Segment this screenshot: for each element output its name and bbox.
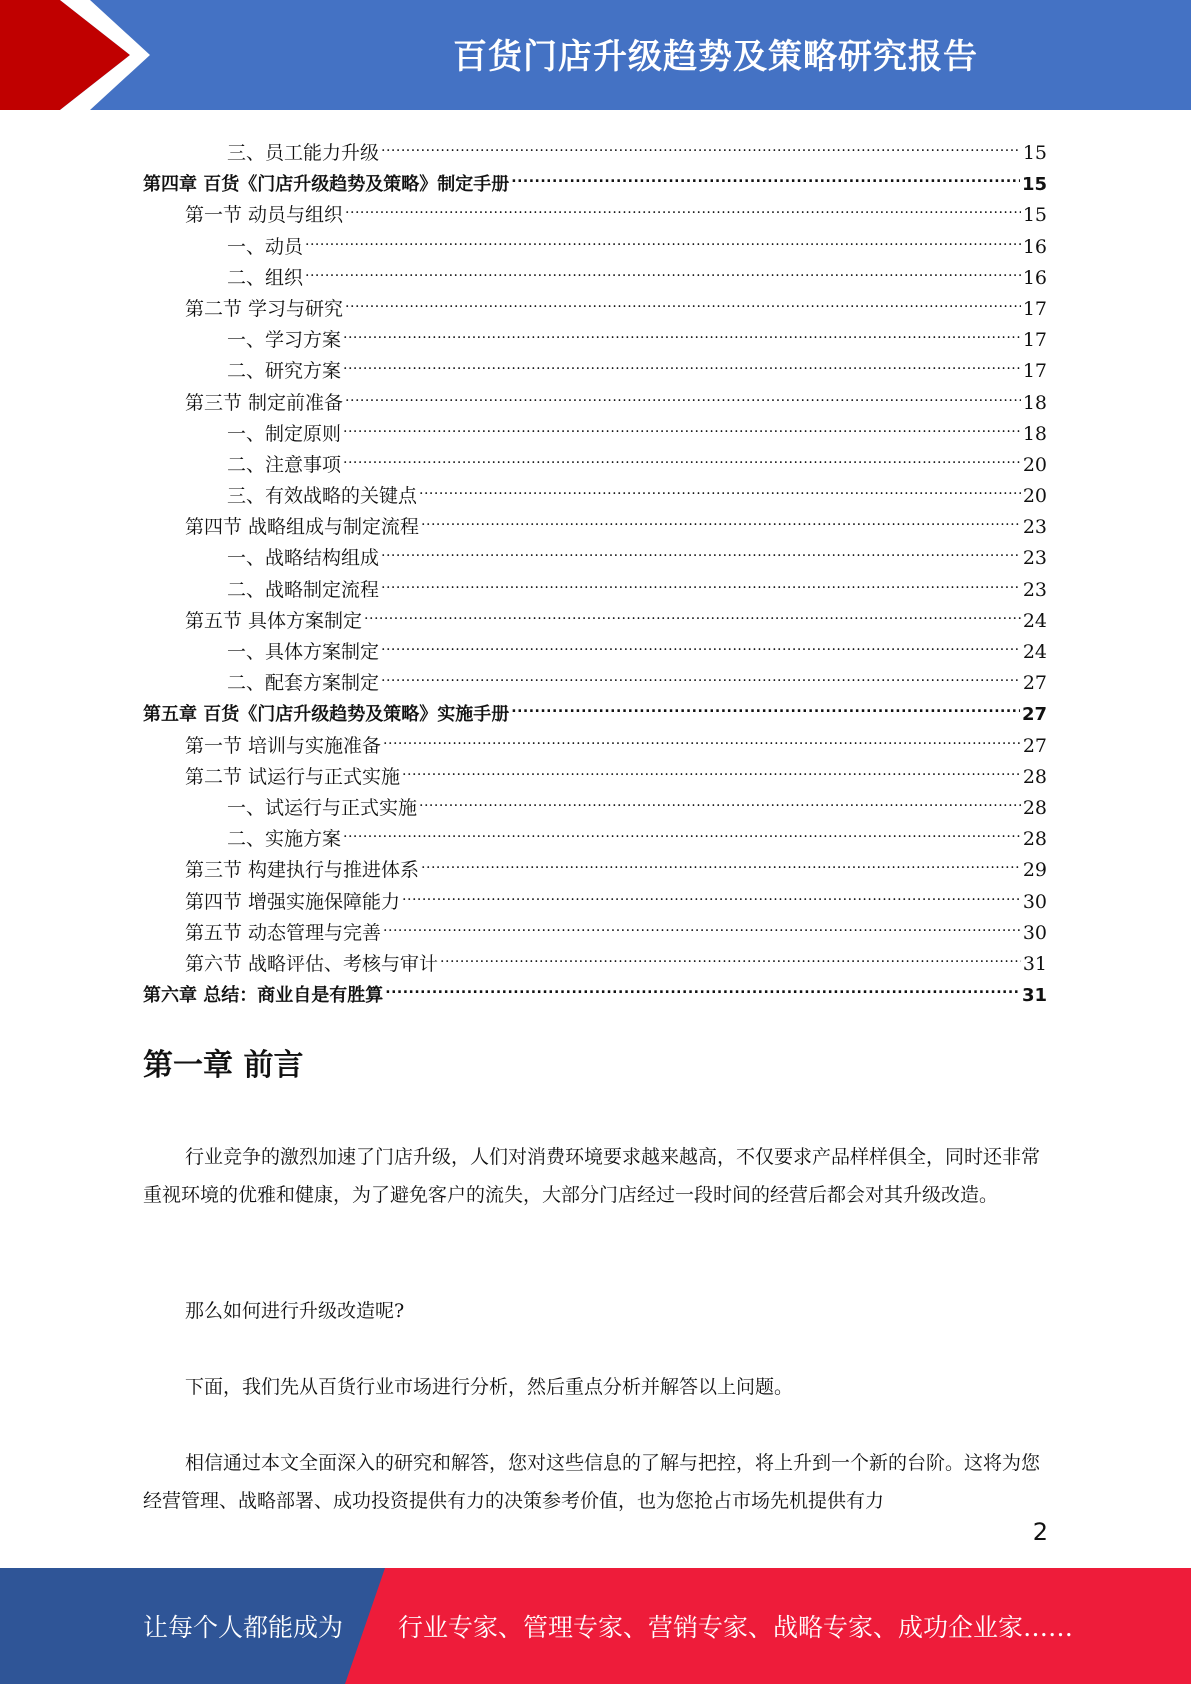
toc-entry-page: 20 <box>1022 485 1047 508</box>
toc-entry-page: 23 <box>1022 516 1047 539</box>
toc-entry-page: 31 <box>1021 985 1047 1007</box>
toc-entry-title: 二、注意事项 <box>227 453 342 476</box>
page-number: 2 <box>1032 1518 1048 1546</box>
toc-entry-title: 二、组织 <box>227 266 304 289</box>
chapter-heading: 第一章 前言 <box>143 1048 304 1083</box>
toc-entry-title: 一、动员 <box>227 235 304 258</box>
toc-leader-dots <box>345 190 1021 221</box>
toc-leader-dots <box>343 346 1021 377</box>
toc-leader-dots <box>343 814 1021 845</box>
report-title: 百货门店升级趋势及策略研究报告 <box>453 36 978 77</box>
paragraph-2 <box>143 1292 1047 1330</box>
toc-entry-page: 27 <box>1022 672 1047 695</box>
toc-entry-page: 15 <box>1022 142 1047 164</box>
toc-leader-dots <box>421 502 1021 533</box>
toc-entry-page: 27 <box>1021 704 1047 726</box>
toc-entry-title: 三、员工能力升级 <box>227 142 380 164</box>
toc-leader-dots <box>381 658 1021 689</box>
toc-entry-title: 第五节 具体方案制定 <box>185 609 363 632</box>
table-of-contents <box>143 128 1047 1007</box>
toc-leader-dots <box>385 970 1020 1001</box>
toc-entry-title: 第五章 百货《门店升级趋势及策略》实施手册 <box>143 704 510 726</box>
toc-entry-page: 24 <box>1022 609 1047 632</box>
toc-entry-page: 29 <box>1022 859 1047 882</box>
paragraph-4 <box>143 1444 1047 1520</box>
toc-entry-title: 第一节 动员与组织 <box>185 204 344 227</box>
toc-leader-dots <box>343 315 1021 346</box>
toc-entry-title: 第三节 制定前准备 <box>185 391 344 414</box>
toc-leader-dots <box>305 253 1021 284</box>
toc-leader-dots <box>364 596 1021 627</box>
toc-leader-dots <box>511 159 1020 190</box>
toc-entry-page: 20 <box>1022 453 1047 476</box>
toc-entry-title: 二、配套方案制定 <box>227 672 380 695</box>
toc-entry-page: 28 <box>1022 765 1047 788</box>
toc-entry-title: 第五节 动态管理与完善 <box>185 921 382 944</box>
toc-entry-page: 27 <box>1022 734 1047 757</box>
toc-entry-page: 23 <box>1022 578 1047 601</box>
toc-leader-dots <box>383 721 1021 752</box>
toc-leader-dots <box>402 877 1021 908</box>
toc-leader-dots <box>511 689 1020 720</box>
toc-leader-dots <box>343 409 1021 440</box>
toc-entry-title: 第一节 培训与实施准备 <box>185 734 382 757</box>
toc-leader-dots <box>440 939 1021 970</box>
toc-entry-title: 一、试运行与正式实施 <box>227 796 418 819</box>
toc-entry-title: 第四节 战略组成与制定流程 <box>185 516 420 539</box>
toc-entry-page: 28 <box>1022 828 1047 851</box>
toc-leader-dots <box>381 565 1021 596</box>
toc-entry-page: 30 <box>1022 890 1047 913</box>
toc-entry-title: 第二节 试运行与正式实施 <box>185 765 401 788</box>
toc-entry-title: 一、学习方案 <box>227 329 342 352</box>
paragraph-3 <box>143 1368 1047 1406</box>
page-header <box>0 0 1191 110</box>
toc-entry-page: 18 <box>1022 422 1047 445</box>
toc-entry-page: 16 <box>1022 235 1047 258</box>
toc-leader-dots <box>419 783 1021 814</box>
toc-entry-title: 第六章 总结：商业自是有胜算 <box>143 985 384 1007</box>
toc-entry-page: 28 <box>1022 796 1047 819</box>
toc-entry-page: 17 <box>1022 329 1047 352</box>
toc-entry-title: 二、实施方案 <box>227 828 342 851</box>
toc-entry-page: 23 <box>1022 547 1047 570</box>
footer-slogan-left: 让每个人都能成为 <box>143 1613 344 1642</box>
paragraph-text: 那么如何进行升级改造呢? <box>185 1300 405 1322</box>
toc-entry-title: 二、战略制定流程 <box>227 578 380 601</box>
page-footer <box>0 1568 1191 1684</box>
toc-leader-dots <box>402 752 1021 783</box>
toc-entry-title: 一、制定原则 <box>227 422 342 445</box>
toc-entry-page: 30 <box>1022 921 1047 944</box>
toc-entry-page: 31 <box>1022 952 1047 975</box>
toc-leader-dots <box>383 908 1021 939</box>
toc-leader-dots <box>305 222 1021 253</box>
toc-entry-page: 24 <box>1022 641 1047 663</box>
toc-leader-dots <box>343 440 1021 471</box>
toc-entry-title: 第六节 战略评估、考核与审计 <box>185 952 439 975</box>
paragraph-text: 下面，我们先从百货行业市场进行分析，然后重点分析并解答以上问题。 <box>185 1376 794 1398</box>
toc-entry-title: 三、有效战略的关键点 <box>227 485 418 508</box>
toc-entry-page: 15 <box>1021 174 1047 196</box>
paragraph-text: 行业竞争的激烈加速了门店升级，人们对消费环境要求越来越高，不仅要求产品样样俱全，同时还非常重视环境的优雅和健康，为了避免客户的流失，大部分门店经过一段时间的经营后都会对其升级改造。 <box>143 1146 1041 1206</box>
toc-leader-dots <box>419 471 1021 502</box>
toc-entry[interactable] <box>143 128 1047 164</box>
paragraph-text: 相信通过本文全面深入的研究和解答，您对这些信息的了解与把控，将上升到一个新的台阶。这将为您经营管理、战略部署、成功投资提供有力的决策参考价值，也为您抢占市场先机提供有力 <box>143 1452 1041 1512</box>
toc-entry-page: 17 <box>1022 360 1047 383</box>
toc-leader-dots <box>381 533 1021 564</box>
paragraph-1 <box>143 1138 1047 1214</box>
toc-entry-title: 第四章 百货《门店升级趋势及策略》制定手册 <box>143 174 510 196</box>
toc-entry-title: 二、研究方案 <box>227 360 342 383</box>
toc-leader-dots <box>345 284 1021 315</box>
toc-leader-dots <box>381 627 1021 658</box>
toc-entry-page: 16 <box>1022 266 1047 289</box>
toc-entry-title: 第四节 增强实施保障能力 <box>185 890 401 913</box>
toc-entry-page: 17 <box>1022 297 1047 320</box>
toc-entry-title: 第三节 构建执行与推进体系 <box>185 859 420 882</box>
toc-leader-dots <box>345 378 1021 409</box>
toc-entry-page: 18 <box>1022 391 1047 414</box>
toc-entry-title: 第二节 学习与研究 <box>185 297 344 320</box>
toc-entry-page: 15 <box>1022 204 1047 227</box>
toc-leader-dots <box>381 128 1021 159</box>
toc-entry-title: 一、战略结构组成 <box>227 547 380 570</box>
toc-leader-dots <box>421 845 1021 876</box>
footer-slogan-right: 行业专家、管理专家、营销专家、战略专家、成功企业家…… <box>398 1613 1074 1642</box>
toc-entry-title: 一、具体方案制定 <box>227 641 380 663</box>
